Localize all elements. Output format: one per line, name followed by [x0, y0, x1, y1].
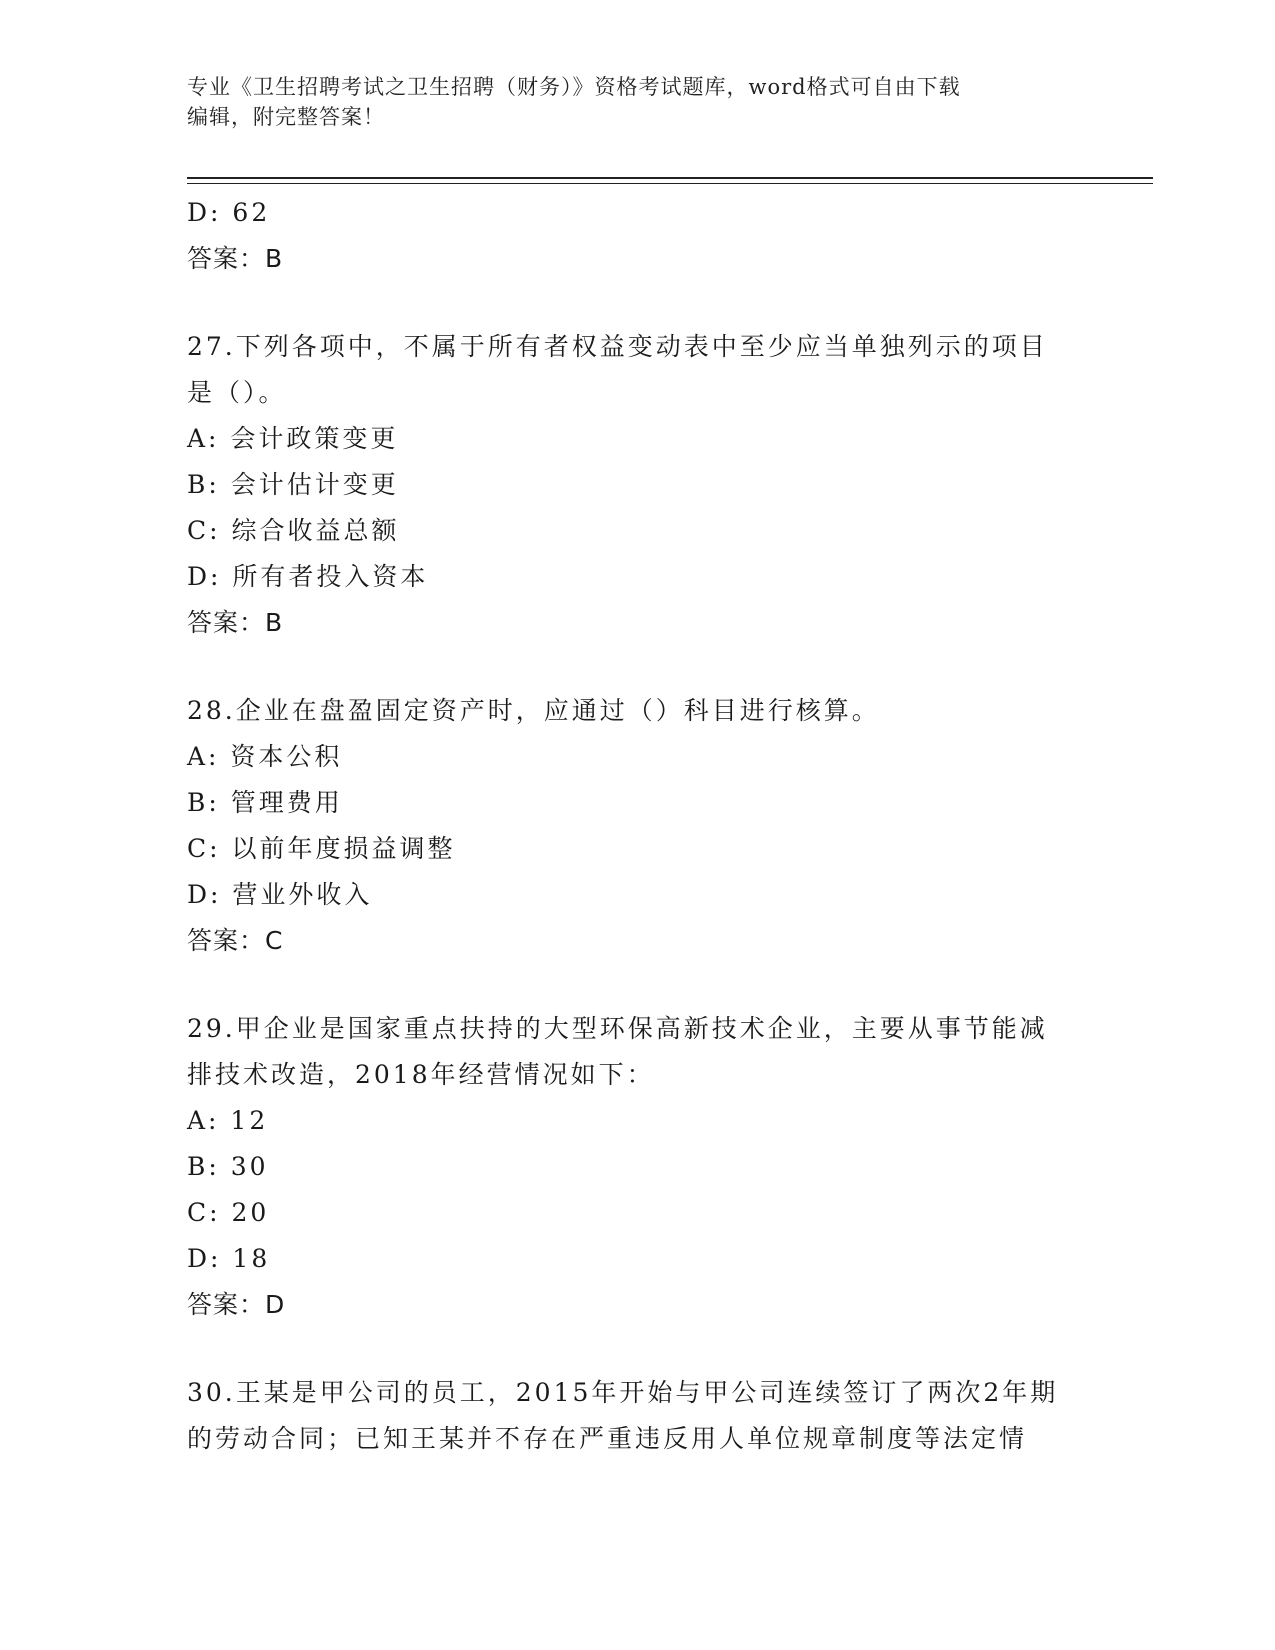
question-30 [187, 1370, 1087, 1462]
question-28-answer: 答案：C [187, 926, 284, 955]
question-30-text-line-2: 的劳动合同；已知王某并不存在严重违反用人单位规章制度等法定情 [187, 1424, 1028, 1453]
question-27-option-d: D: 所有者投入资本 [187, 562, 429, 591]
question-27-option-c: C: 综合收益总额 [187, 516, 400, 545]
header-line-1: 专业《卫生招聘考试之卫生招聘（财务）》资格考试题库，word格式可自由下载 [187, 75, 961, 99]
question-29-option-b: B: 30 [187, 1152, 269, 1181]
question-list [187, 190, 1087, 1462]
prev-option-d: D: 62 [187, 198, 271, 227]
question-28-option-a: A: 资本公积 [187, 742, 343, 771]
question-27-text-line-2: 是（）。 [187, 378, 287, 407]
question-27-answer: 答案：B [187, 608, 284, 637]
question-28 [187, 688, 1087, 964]
question-27-text-line-1: 27.下列各项中，不属于所有者权益变动表中至少应当单独列示的项目 [187, 332, 1048, 361]
header-divider-thick [187, 177, 1153, 179]
header-divider-thin [187, 183, 1153, 184]
question-30-text-line-1: 30.王某是甲公司的员工，2015年开始与甲公司连续签订了两次2年期 [187, 1378, 1059, 1407]
question-29 [187, 1006, 1087, 1328]
question-28-option-c: C: 以前年度损益调整 [187, 834, 456, 863]
question-29-option-a: A: 12 [187, 1106, 269, 1135]
question-27-option-a: A: 会计政策变更 [187, 424, 399, 453]
question-27 [187, 324, 1087, 646]
question-29-option-c: C: 20 [187, 1198, 270, 1227]
question-29-text-line-2: 排技术改造，2018年经营情况如下： [187, 1060, 655, 1089]
question-29-text-line-1: 29.甲企业是国家重点扶持的大型环保高新技术企业，主要从事节能减 [187, 1014, 1048, 1043]
question-29-answer: 答案：D [187, 1290, 286, 1319]
question-27-option-b: B: 会计估计变更 [187, 470, 399, 499]
question-28-option-d: D: 营业外收入 [187, 880, 373, 909]
question-28-option-b: B: 管理费用 [187, 788, 343, 817]
header-line-2: 编辑，附完整答案！ [187, 105, 385, 129]
document-header [187, 72, 1087, 132]
question-29-option-d: D: 18 [187, 1244, 271, 1273]
question-28-text-line-1: 28.企业在盘盈固定资产时，应通过（）科目进行核算。 [187, 696, 880, 725]
prev-answer: 答案：B [187, 244, 284, 273]
